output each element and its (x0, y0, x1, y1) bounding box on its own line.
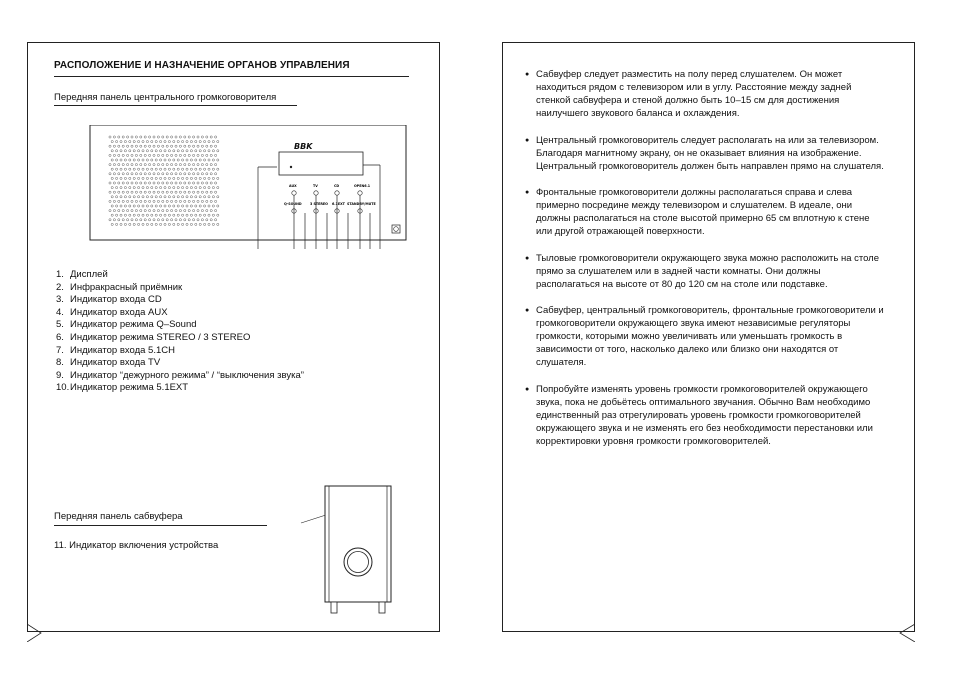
legend-item: 5. Индикатор режима Q–Sound (56, 319, 197, 331)
label-61ext: 6.1EXT (332, 202, 345, 206)
center-heading-underline (54, 105, 297, 106)
ir-receiver-dot (290, 166, 292, 168)
left-foot (331, 602, 337, 613)
right-page (502, 42, 915, 632)
legend-item: 2. Инфракрасный приёмник (56, 281, 183, 293)
legend-item: 8. Индикатор входа TV (56, 357, 161, 369)
indicator-tv (314, 191, 318, 195)
instruction-bullet: ● Центральный громкоговоритель следует располагать на или за телевизором. Благодаря магнитному экрану, он не оказывает влияния на изображение. Центральный громкоговоритель должен быть направлен прямо на слушателя. (525, 134, 885, 173)
placement-instructions (525, 68, 885, 461)
instruction-bullet: ● Тыловые громкоговорители окружающего звука можно расположить на столе прямо за слушателем или в задней части комнаты. Они должны располагаться на высоте от 80 до 120 см на столе или подставке. (525, 252, 885, 291)
fold-mark-left-icon (27, 624, 43, 642)
legend-item: 6. Индикатор режима STEREO / 3 STEREO (56, 331, 251, 343)
label-open61: OPEN6.1 (354, 184, 371, 188)
label-standby: STANDBY/MUTE (347, 202, 376, 206)
indicator-51ch (358, 191, 362, 195)
left-page (27, 42, 440, 632)
label-aux: AUX (289, 184, 297, 188)
indicator-cd (335, 191, 339, 195)
right-foot (379, 602, 385, 613)
legend-item: 1. Дисплей (56, 269, 108, 280)
label-qsound: Q-SOUND (284, 202, 302, 206)
legend-item: 4. Индикатор входа AUX (56, 306, 168, 318)
subwoofer-heading: Передняя панель сабвуфера (54, 511, 183, 522)
subwoofer-diagram (293, 483, 403, 618)
fold-mark-right-icon (897, 624, 915, 642)
instruction-bullet: ● Фронтальные громкоговорители должны располагаться справа и слева примерно посредине между телевизором и слушателем. В идеале, они должны располагаться на столе высотой примерно 65 см вплотную к стене или другой отражающей поверхности. (525, 186, 885, 238)
subwoofer-legend-item: 11. Индикатор включения устройства (54, 540, 219, 551)
title-underline (54, 76, 409, 77)
bbk-logo: BBK (294, 142, 313, 151)
subwoofer-heading-underline (54, 525, 267, 526)
legend-item: 3. Индикатор входа CD (56, 294, 162, 306)
page-title: РАСПОЛОЖЕНИЕ И НАЗНАЧЕНИЕ ОРГАНОВ УПРАВЛЕНИЯ (54, 60, 350, 71)
legend-item: 10. Индикатор режима 5.1EXT (56, 382, 189, 394)
label-tv: TV (313, 184, 318, 188)
label-3stereo: 3 STEREO (310, 202, 328, 206)
legend-item: 7. Индикатор входа 5.1CH (56, 344, 175, 356)
indicator-legend (56, 269, 304, 395)
center-speaker-diagram (84, 125, 414, 249)
center-panel-heading: Передняя панель центрального громкоговорителя (54, 92, 277, 103)
display-window (279, 152, 363, 175)
power-button-icon (392, 225, 400, 233)
instruction-bullet: ● Сабвуфер, центральный громкоговоритель, фронтальные громкоговорители и громкоговорители окружающего звука имеют независимые регуляторы громкости, которыми можно увеличивать или уменьшать громкость в зависимости от того, насколько далеко или близко они находятся от слушателя. (525, 304, 885, 369)
label-cd: CD (334, 184, 340, 188)
instruction-bullet: ● Сабвуфер следует разместить на полу перед слушателем. Он может находиться рядом с телевизором или в углу. Расстояние между задней стенкой сабвуфера и стеной должно быть 10–15 см для достижения наилучшего звукового баланса и охлаждения. (525, 68, 885, 120)
indicator-aux (292, 191, 296, 195)
legend-item: 9. Индикатор “дежурного режима” / “выключения звука” (56, 369, 304, 381)
instruction-bullet: ● Попробуйте изменять уровень громкости громкоговорителей окружающего звука, пока не добьётесь оптимального звучания. Обычно Вам необходимо единственный раз отрегулировать уровень громкости громкоговорителей окружающего звука и не изменять его без необходимости перестановки или корректировки уровня громкости громкоговорителей. (525, 383, 885, 448)
